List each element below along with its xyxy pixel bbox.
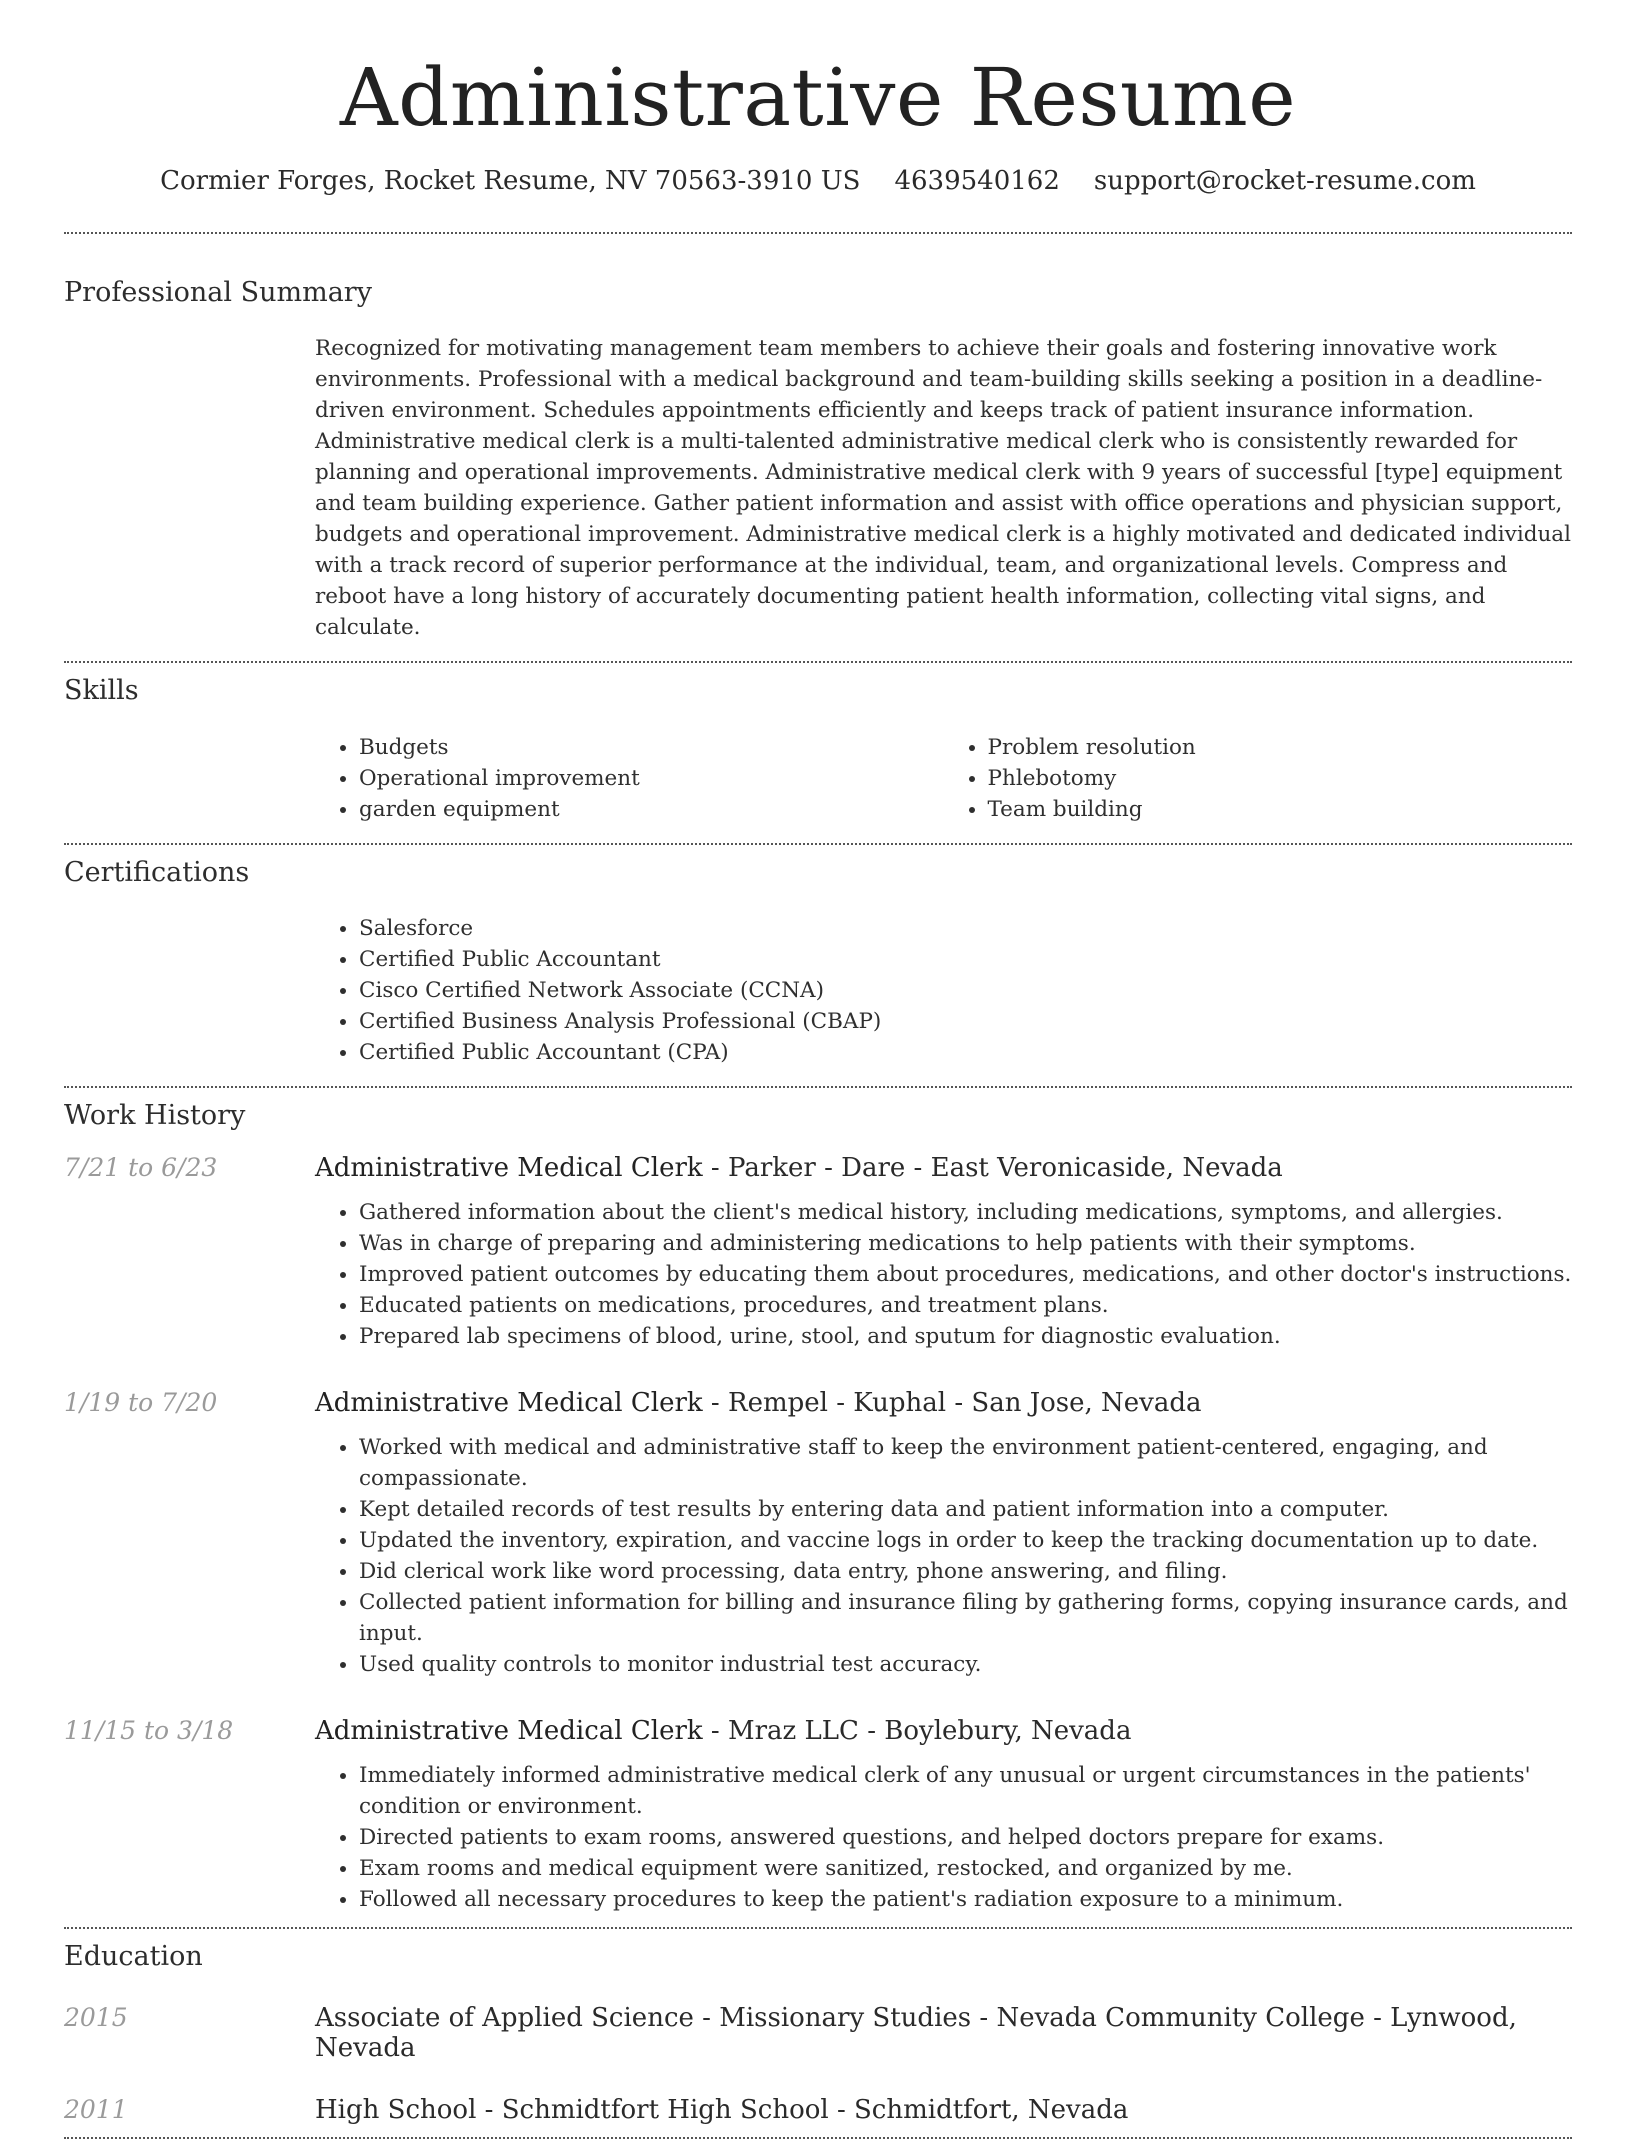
job-header [64,1153,1572,1183]
resume-page [64,0,1572,2139]
job-title [315,1153,1283,1183]
job-title [315,1388,1202,1418]
summary-section [64,234,1572,661]
job-bullet: • Used quality controls to monitor industrial test accuracy. [359,1649,1572,1680]
skill-item: • Operational improvement [359,763,944,794]
job-entry [64,1388,1572,1680]
job-role: Administrative Medical Clerk [315,1715,703,1746]
job-bullet: • Educated patients on medications, procedures, and treatment plans. [359,1290,1572,1321]
contact-address: Cormier Forges, Rocket Resume, NV 70563-3910 US [160,166,861,196]
skills-heading: Skills [64,675,139,707]
job-bullet: • Was in charge of preparing and administering medications to help patients with their symptoms. [359,1228,1572,1259]
skills-left-list [315,732,944,825]
certification-item: • Cisco Certified Network Associate (CCNA) [359,975,1572,1006]
skills-section [64,663,1572,842]
job-employer: - Rempel - Kuphal - San Jose, Nevada [702,1387,1202,1418]
job-role: Administrative Medical Clerk [315,1152,703,1183]
education-year: 2015 [64,2002,128,2032]
education-section [64,1929,1572,2137]
certifications-list-wrap [315,913,1572,1068]
job-bullet: • Did clerical work like word processing, data entry, phone answering, and filing. [359,1556,1572,1587]
job-dates: 1/19 to 7/20 [64,1387,218,1417]
job-bullet: • Improved patient outcomes by educating them about procedures, medications, and other doctor's instructions. [359,1259,1572,1290]
skill-item: • Problem resolution [988,732,1573,763]
job-entry [64,1153,1572,1352]
education-year: 2011 [64,2094,128,2124]
work-history-section [64,1088,1572,1926]
certifications-section [64,845,1572,1086]
certification-item: • Salesforce [359,913,1572,944]
education-entry [64,2003,1572,2063]
skill-item: • Budgets [359,732,944,763]
job-bullet: • Directed patients to exam rooms, answered questions, and helped doctors prepare for exams. [359,1822,1572,1853]
skills-right-list [944,732,1573,825]
job-bullet: • Immediately informed administrative medical clerk of any unusual or urgent circumstances in the patients' condition or environment. [359,1760,1572,1822]
certifications-heading: Certifications [64,856,250,888]
job-entry [64,1716,1572,1915]
education-entry [64,2095,1572,2125]
job-employer: - Mraz LLC - Boylebury, Nevada [702,1715,1132,1746]
education-school: - Nevada Community College - Lynwood, Nevada [315,2002,1517,2063]
education-school: - Schmidtfort High School - Schmidtfort, Nevada [476,2094,1129,2125]
job-bullet: • Collected patient information for billing and insurance filing by gathering forms, copying insurance cards, and input. [359,1587,1572,1649]
certification-item: • Certified Public Accountant [359,944,1572,975]
job-bullet: • Exam rooms and medical equipment were sanitized, restocked, and organized by me. [359,1853,1572,1884]
skill-item: • Team building [988,794,1573,825]
job-dates: 7/21 to 6/23 [64,1152,218,1182]
job-bullet: • Followed all necessary procedures to keep the patient's radiation exposure to a minimum. [359,1884,1572,1915]
certification-item: • Certified Public Accountant (CPA) [359,1037,1572,1068]
skill-item: • garden equipment [359,794,944,825]
job-header [64,1388,1572,1418]
job-bullets [315,1432,1572,1680]
education-heading: Education [64,1940,203,1972]
job-bullet: • Worked with medical and administrative staff to keep the environment patient-centered, engaging, and compassionate. [359,1432,1572,1494]
certifications-list [315,913,1572,1068]
education-text [315,2003,1572,2063]
job-role: Administrative Medical Clerk [315,1387,703,1418]
skills-grid [315,732,1572,825]
contact-email: support@rocket-resume.com [1093,166,1476,196]
skill-item: • Phlebotomy [988,763,1573,794]
contact-line [64,166,1572,196]
summary-heading: Professional Summary [64,277,372,308]
summary-text: Recognized for motivating management team members to achieve their goals and fostering innovative work environments. Professional with a medical background and team-building skills seeking a position in a deadline-driven environment. Schedules appointments efficiently and keeps track of patient insurance information. Administrative medical clerk is a multi-talented administrative medical clerk who is consistently rewarded for planning and operational improvements. Administrative medical clerk with 9 years of successful [type] equipment and team building experience. Gather patient information and assist with office operations and physician support, budgets and operational improvement. Administrative medical clerk is a highly motivated and dedicated individual with a track record of superior performance at the individual, team, and organizational levels. Compress and reboot have a long history of accurately documenting patient health information, collecting vital signs, and calculate. [315,336,1571,641]
resume-title: Administrative Resume [339,51,1297,144]
contact-phone: 4639540162 [894,166,1060,196]
job-bullet: • Kept detailed records of test results by entering data and patient information into a computer. [359,1494,1572,1525]
education-degree: Associate of Applied Science - Missionary Studies [315,2002,972,2033]
job-bullet: • Prepared lab specimens of blood, urine, stool, and sputum for diagnostic evaluation. [359,1321,1572,1352]
job-bullet: • Updated the inventory, expiration, and vaccine logs in order to keep the tracking documentation up to date. [359,1525,1572,1556]
work-history-heading: Work History [64,1100,246,1132]
job-employer: - Parker - Dare - East Veronicaside, Nevada [702,1152,1283,1183]
job-bullets [315,1760,1572,1915]
education-degree: High School [315,2094,477,2125]
education-text [315,2095,1128,2125]
job-bullets [315,1197,1572,1352]
job-dates: 11/15 to 3/18 [64,1715,234,1745]
job-header [64,1716,1572,1746]
certification-item: • Certified Business Analysis Professional (CBAP) [359,1006,1572,1037]
job-bullet: • Gathered information about the client's medical history, including medications, symptoms, and allergies. [359,1197,1572,1228]
job-title [315,1716,1131,1746]
